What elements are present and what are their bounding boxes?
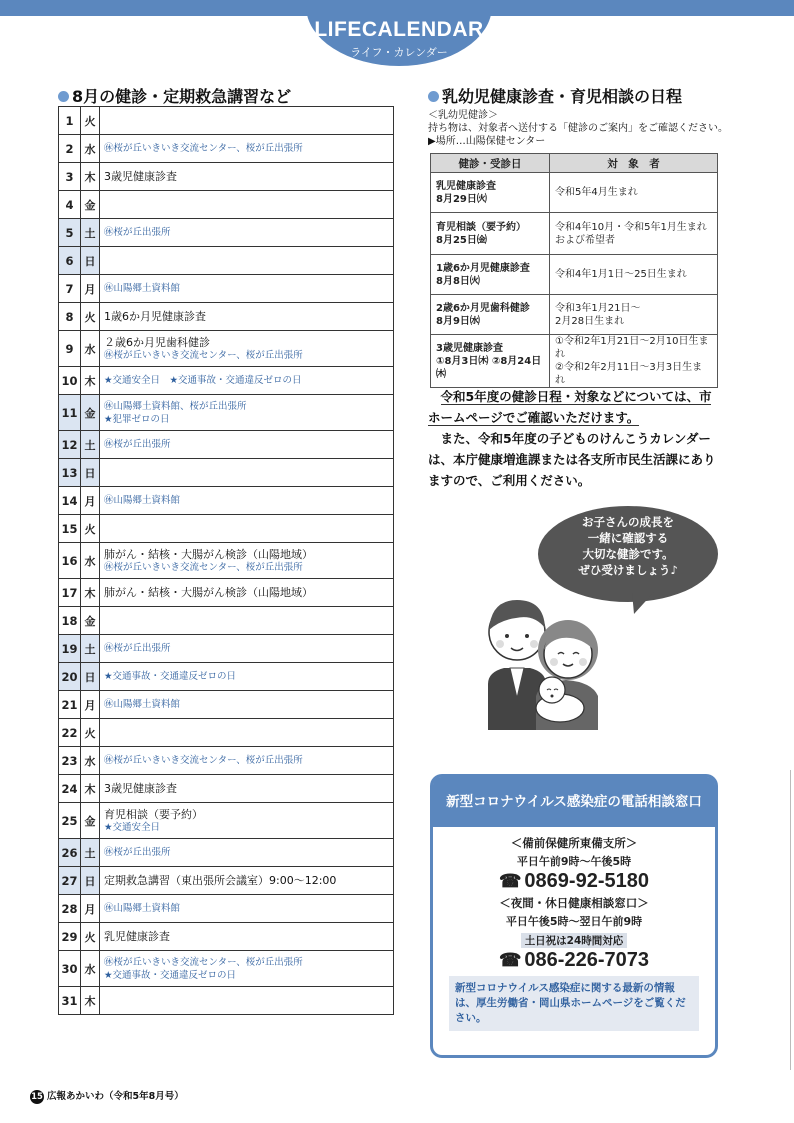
weekday: 水 [81,747,100,775]
day-number: 30 [59,951,81,987]
covid-consultation-box [430,774,718,1058]
calendar-row [59,135,394,163]
checkup-date: 8月29日㈫ [436,193,487,205]
calendar-event: 乳児健康診査 [104,930,170,943]
checkup-date: ①8月3日㈭ ②8月24日㈭ [436,355,542,380]
weekday: 木 [81,367,100,395]
weekday: 木 [81,987,100,1015]
day-events [100,191,394,219]
calendar-event: ★交通事故・交通違反ゼロの日 [104,969,237,981]
calendar-row [59,515,394,543]
checkup-date-cell [431,255,550,295]
day-events [100,395,394,431]
calendar-event: ㊡桜が丘いきいき交流センター、桜が丘出張所 [104,755,303,766]
weekday: 木 [81,163,100,191]
calendar-row [59,987,394,1015]
day-events [100,219,394,247]
day-events [100,951,394,987]
checkup-target: 令和5年4月生まれ [550,173,718,213]
day-events [100,367,394,395]
header-target: 対 象 者 [550,154,718,173]
calendar-event: ２歳6か月児歯科健診 [104,335,210,349]
calendar-row [59,191,394,219]
day-number: 15 [59,515,81,543]
day-number: 24 [59,775,81,803]
day-events [100,923,394,951]
day-number: 14 [59,487,81,515]
weekday: 水 [81,951,100,987]
calendar-row [59,923,394,951]
day-number: 6 [59,247,81,275]
footer-text: 広報あかいわ（令和5年8月号） [47,1091,184,1102]
day-number: 5 [59,219,81,247]
weekday: 土 [81,219,100,247]
calendar-row [59,459,394,487]
bullet-icon [428,91,439,102]
day-number: 27 [59,867,81,895]
weekday: 日 [81,867,100,895]
calendar-row [59,543,394,579]
calendar-event: ★交通安全日 ★交通事故・交通違反ゼロの日 [104,375,302,386]
checkup-date: 8月25日㈮ [436,234,487,246]
checkup-row [431,255,718,295]
checkup-date-cell [431,295,550,335]
calendar-table [58,106,394,1015]
checkup-target: 令和3年1月21日～ 2月28日生まれ [550,295,718,335]
checkup-name: 3歳児健康診査 [436,342,503,354]
checkup-row [431,213,718,255]
day-number: 1 [59,107,81,135]
header-title: LIFECALENDAR [314,18,484,41]
day-number: 18 [59,607,81,635]
weekday: 火 [81,515,100,543]
checkup-date-cell [431,173,550,213]
calendar-row [59,367,394,395]
day-number: 13 [59,459,81,487]
calendar-event: ★交通事故・交通違反ゼロの日 [104,671,237,682]
calendar-event: 肺がん・結核・大腸がん検診（山陽地域） [104,547,313,561]
calendar-event: 3歳児健康診査 [104,170,177,183]
checkup-table [430,153,718,388]
weekday: 金 [81,395,100,431]
day-number: 10 [59,367,81,395]
calendar-event: ㊡桜が丘出張所 [104,847,171,858]
weekday: 火 [81,923,100,951]
calendar-event: ★犯罪ゼロの日 [104,413,170,425]
checkup-date-cell [431,213,550,255]
day-number: 16 [59,543,81,579]
calendar-row [59,775,394,803]
day-events [100,867,394,895]
day-events [100,135,394,163]
footer [30,1088,184,1104]
day-number: 9 [59,331,81,367]
day-number: 29 [59,923,81,951]
weekday: 月 [81,275,100,303]
day-events [100,635,394,663]
day-events [100,747,394,775]
homepage-note: 令和5年度の健診日程・対象などについては、市ホームページでご確認いただけます。 [428,389,712,425]
calendar-note: また、令和5年度の子どものけんこうカレンダーは、本庁健康増進課または各支所市民生活課にありますので、ご利用ください。 [428,431,716,488]
calendar-event: 1歳6か月児健康診査 [104,310,206,323]
day-events [100,431,394,459]
day-number: 25 [59,803,81,839]
calendar-section-title: 8月の健診・定期救急講習など [58,84,291,107]
header-date: 健診・受診日 [431,154,550,173]
weekday: 日 [81,663,100,691]
checkup-target: 令和4年1月1日～25日生まれ [550,255,718,295]
checkup-row [431,335,718,388]
calendar-row [59,663,394,691]
day-number: 26 [59,839,81,867]
calendar-row [59,839,394,867]
day-number: 3 [59,163,81,191]
calendar-row [59,331,394,367]
covid-note: 新型コロナウイルス感染症に関する最新の情報は、厚生労働省・岡山県ホームページをご覧ください。 [449,976,699,1031]
day-number: 11 [59,395,81,431]
calendar-row [59,607,394,635]
day-events [100,775,394,803]
weekday: 金 [81,191,100,219]
calendar-row [59,107,394,135]
calendar-event: ㊡山陽郷土資料館 [104,495,181,506]
day-number: 2 [59,135,81,163]
calendar-row [59,747,394,775]
weekday: 日 [81,247,100,275]
calendar-row [59,895,394,923]
calendar-event: ㊡山陽郷土資料館 [104,699,181,710]
day-events [100,107,394,135]
calendar-row [59,487,394,515]
day-events [100,719,394,747]
covid-hours-1: 平日午前9時～午後5時 [516,855,632,868]
calendar-row [59,395,394,431]
calendar-event: ㊡桜が丘いきいき交流センター、桜が丘出張所 [104,143,303,154]
day-number: 12 [59,431,81,459]
day-number: 21 [59,691,81,719]
calendar-event: ㊡桜が丘出張所 [104,439,171,450]
calendar-row [59,691,394,719]
page-number: 15 [31,1092,43,1102]
checkup-section-title: 乳幼児健康診査・育児相談の日程 [428,84,682,107]
calendar-event: ㊡桜が丘いきいき交流センター、桜が丘出張所 [104,349,303,361]
weekday: 木 [81,775,100,803]
day-events [100,163,394,191]
day-number: 4 [59,191,81,219]
weekday: 水 [81,331,100,367]
day-events [100,803,394,839]
calendar-row [59,803,394,839]
day-number: 20 [59,663,81,691]
calendar-event: 3歳児健康診査 [104,782,177,795]
day-events [100,331,394,367]
day-events [100,543,394,579]
calendar-event: 肺がん・結核・大腸がん検診（山陽地域） [104,586,313,599]
bullet-icon [58,91,69,102]
checkup-date-cell [431,335,550,388]
day-events [100,487,394,515]
checkup-body-text [428,386,720,491]
phone-icon: ☎ [499,871,522,891]
day-number: 22 [59,719,81,747]
header-subtitle: ライフ・カレンダー [350,46,448,59]
calendar-row [59,635,394,663]
weekday: 月 [81,895,100,923]
checkup-name: 乳児健康診査 [436,180,496,192]
weekday: 火 [81,303,100,331]
covid-title: 新型コロナウイルス感染症の電話相談窓口 [433,777,715,827]
day-events [100,663,394,691]
weekday: 木 [81,579,100,607]
calendar-event: ★交通安全日 [104,821,161,833]
calendar-event: ㊡桜が丘出張所 [104,643,171,654]
checkup-date: 8月8日㈫ [436,275,480,287]
calendar-event: 育児相談（要予約） [104,807,203,821]
calendar-event: ㊡桜が丘いきいき交流センター、桜が丘出張所 [104,561,303,573]
weekday: 土 [81,431,100,459]
day-number: 19 [59,635,81,663]
checkup-note: ＜乳幼児健診＞ 持ち物は、対象者へ送付する「健診のご案内」をご確認ください。 ▶場所…山陽保健センター [428,110,728,147]
checkup-name: 2歳6か月児歯科健診 [436,302,530,314]
weekday: 火 [81,719,100,747]
day-number: 31 [59,987,81,1015]
calendar-event: ㊡山陽郷土資料館 [104,903,181,914]
checkup-row [431,173,718,213]
day-events [100,303,394,331]
calendar-row [59,867,394,895]
day-number: 7 [59,275,81,303]
day-events [100,839,394,867]
family-illustration [474,580,624,730]
calendar-row [59,247,394,275]
covid-tel-1[interactable]: ☎ 0869-92-5180 [499,870,649,892]
checkup-target: ①令和2年1月21日～2月10日生まれ ②令和2年2月11日～3月3日生まれ [550,335,718,388]
weekday: 土 [81,635,100,663]
calendar-row [59,431,394,459]
weekday: 月 [81,691,100,719]
calendar-row [59,275,394,303]
weekday: 金 [81,607,100,635]
checkup-name: 育児相談（要予約） [436,221,526,233]
calendar-row [59,163,394,191]
day-number: 17 [59,579,81,607]
calendar-event: ㊡桜が丘出張所 [104,227,171,238]
covid-24h-tag: 土日祝は24時間対応 [521,933,628,948]
calendar-event: ㊡山陽郷土資料館 [104,283,181,294]
day-events [100,579,394,607]
calendar-event: ㊡山陽郷土資料館、桜が丘出張所 [104,400,247,412]
checkup-row [431,295,718,335]
weekday: 水 [81,543,100,579]
day-events [100,607,394,635]
covid-tel-2[interactable]: ☎ 086-226-7073 [499,949,649,971]
weekday: 水 [81,135,100,163]
covid-hours-2: 平日午後5時～翌日午前9時 [505,915,643,928]
speech-bubble-text: お子さんの成長を 一緒に確認する 大切な健診です。 ぜひ受けましょう♪ [578,515,678,577]
edge-line [790,770,791,1070]
day-number: 23 [59,747,81,775]
day-events [100,691,394,719]
phone-icon: ☎ [499,950,522,970]
checkup-date: 8月9日㈬ [436,315,480,327]
calendar-row [59,219,394,247]
day-events [100,275,394,303]
calendar-row [59,579,394,607]
checkup-target: 令和4年10月・令和5年1月生まれ および希望者 [550,213,718,255]
checkup-name: 1歳6か月児健康診査 [436,262,530,274]
weekday: 日 [81,459,100,487]
day-events [100,247,394,275]
calendar-row [59,303,394,331]
weekday: 土 [81,839,100,867]
calendar-event: 定期救急講習（東出張所会議室）9:00～12:00 [104,874,337,887]
weekday: 月 [81,487,100,515]
weekday: 金 [81,803,100,839]
day-number: 8 [59,303,81,331]
calendar-row [59,951,394,987]
day-events [100,459,394,487]
day-events [100,515,394,543]
covid-org-1: ＜備前保健所東備支所＞ [510,836,638,850]
weekday: 火 [81,107,100,135]
day-events [100,895,394,923]
day-events [100,987,394,1015]
calendar-event: ㊡桜が丘いきいき交流センター、桜が丘出張所 [104,956,303,968]
covid-org-2: ＜夜間・休日健康相談窓口＞ [499,896,649,910]
calendar-row [59,719,394,747]
day-number: 28 [59,895,81,923]
